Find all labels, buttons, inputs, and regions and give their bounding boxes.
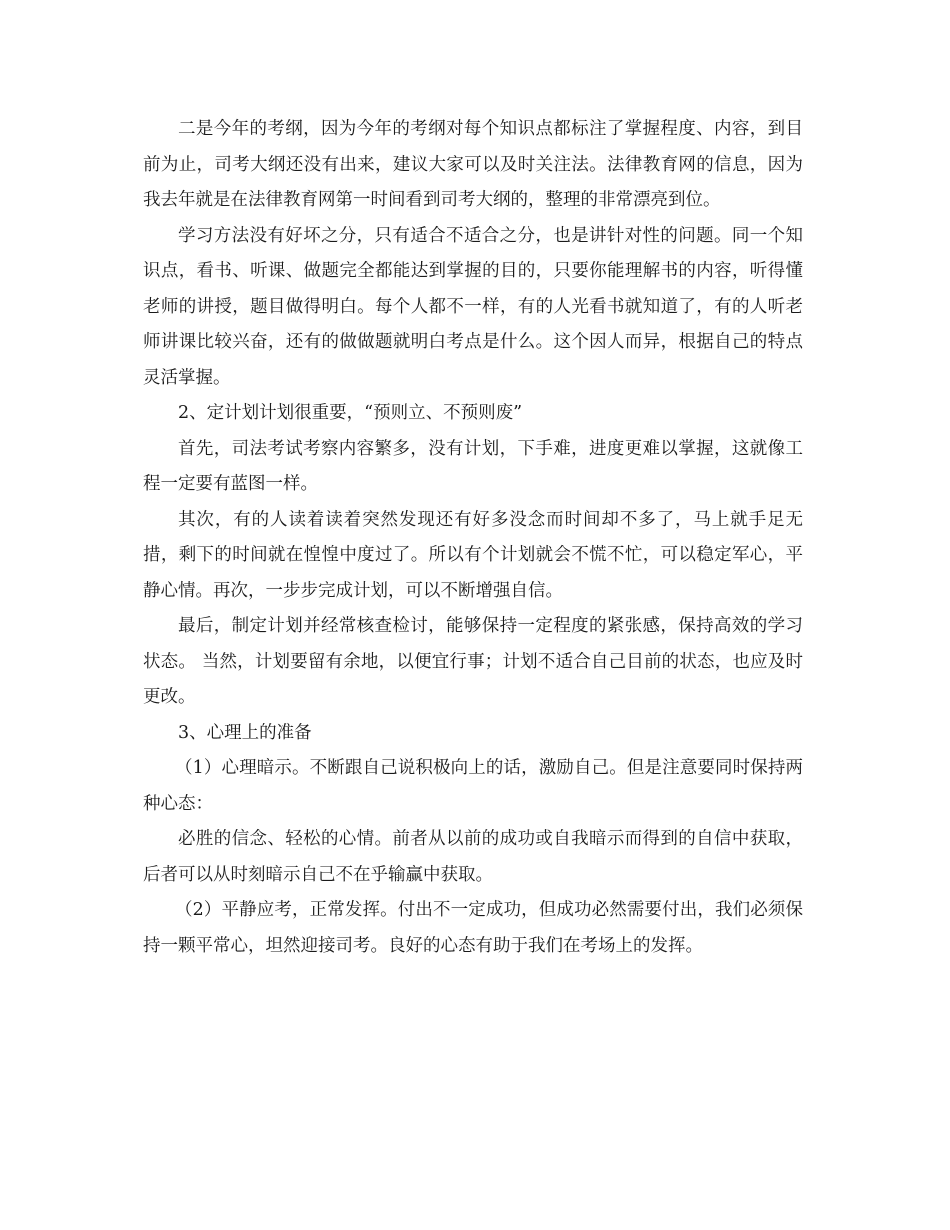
paragraph-plan-second: 其次，有的人读着读着突然发现还有好多没念而时间却不多了，马上就手足无措，剩下的时间就在惶惶中度过了。所以有个计划就会不慌不忙，可以稳定军心，平静心情。再次，一步步完成计划，可以不断增强自信。 [143,509,803,601]
section-heading-plan: 2、定计划计划很重要，“预则立、不预则废” [178,403,523,423]
paragraph-syllabus: 二是今年的考纲，因为今年的考纲对每个知识点都标注了掌握程度、内容，到目前为止，司考大纲还没有出来，建议大家可以及时关注法。法律教育网的信息，因为我去年就是在法律教育网第一时间看到司考大纲的，整理的非常漂亮到位。 [143,119,803,210]
document-body [143,112,803,964]
paragraph-study-method: 学习方法没有好坏之分，只有适合不适合之分，也是讲针对性的问题。同一个知识点，看书、听课、做题完全都能达到掌握的目的，只要你能理解书的内容，听得懂老师的讲授，题目做得明白。每个人都不一样，有的人光看书就知道了，有的人听老师讲课比较兴奋，还有的做做题就明白考点是什么。这个因人而异，根据自己的特点灵活掌握。 [143,225,803,388]
paragraph-calm-exam: （2）平静应考，正常发挥。付出不一定成功，但成功必然需要付出，我们必须保持一颗平常心，坦然迎接司考。良好的心态有助于我们在考场上的发挥。 [143,900,803,956]
paragraph-confidence: 必胜的信念、轻松的心情。前者从以前的成功或自我暗示而得到的自信中获取，后者可以从时刻暗示自己不在乎输赢中获取。 [143,829,803,885]
section-heading-mental: 3、心理上的准备 [178,722,312,743]
paragraph-mental-suggestion: （1）心理暗示。不断跟自己说积极向上的话，激励自己。但是注意要同时保持两种心态： [143,758,803,814]
paragraph-plan-last: 最后，制定计划并经常核查检讨，能够保持一定程度的紧张感，保持高效的学习状态。 当然，计划要留有余地，以便宜行事；计划不适合自己目前的状态，也应及时更改。 [143,616,803,707]
paragraph-plan-first: 首先，司法考试考察内容繁多，没有计划，下手难，进度更难以掌握，这就像工程一定要有蓝图一样。 [143,438,803,494]
